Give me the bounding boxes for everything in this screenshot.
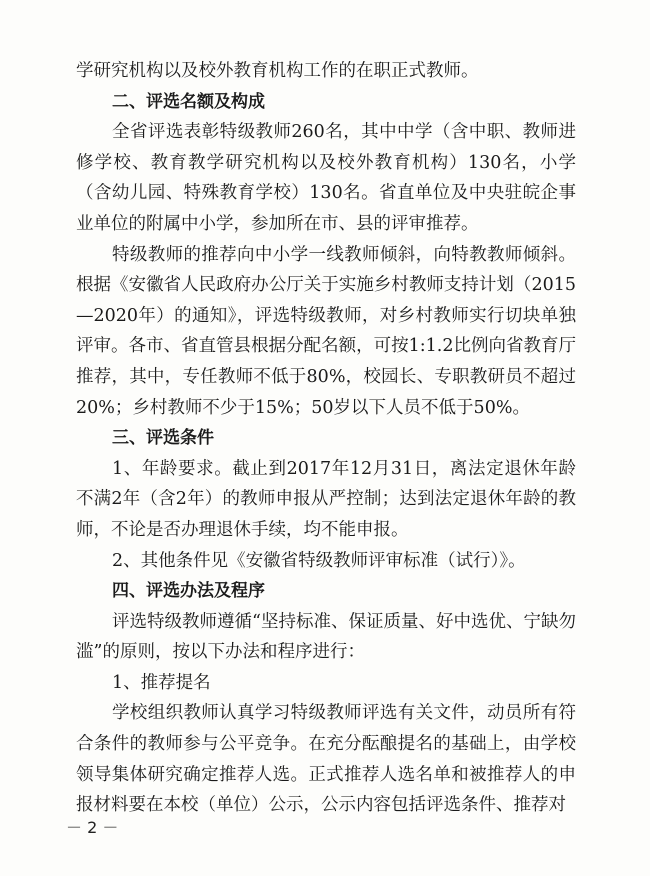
para-recommend: 学校组织教师认真学习特级教师评选有关文件，动员所有符合条件的教师参与公平竞争。在充分酝酿提名的基础上，由学校领导集体研究确定推荐人选。正式推荐人选名单和被推荐人的申报材料要在本校（单位）公示，公示内容包括评选条件、推荐对: [76, 703, 576, 816]
document-body: [76, 56, 576, 821]
para-other-conditions: 2、其他条件见《安徽省特级教师评审标准（试行）》。: [112, 550, 526, 571]
para-continuation: 学研究机构以及校外教育机构工作的在职正式教师。: [76, 61, 479, 81]
heading-quota: 二、评选名额及构成: [112, 91, 265, 112]
para-principle: 评选特级教师遵循“坚持标准、保证质量、好中选优、宁缺勿滥”的原则，按以下办法和程序进行：: [76, 611, 576, 663]
page-number: － 2 －: [66, 818, 119, 837]
heading-conditions: 三、评选条件: [112, 428, 214, 449]
para-tilt: 特级教师的推荐向中小学一线教师倾斜，向特教教师倾斜。根据《安徽省人民政府办公厅关于实施乡村教师支持计划（2015—2020年）的通知》，评选特级教师，对乡村教师实行切块单独评审。各市、省直管县根据分配名额，可按1:1.2比例向省教育厅推荐，其中，专任教师不低于80%，校园长、专职教研员不超过20%；乡村教师不少于15%；50岁以下人员不低于50%。: [76, 244, 576, 418]
heading-procedure: 四、评选办法及程序: [112, 581, 265, 602]
para-recommend-title: 1、推荐提名: [112, 672, 211, 693]
para-quota: 全省评选表彰特级教师260名，其中中学（含中职、教师进修学校、教育教学研究机构以及校外教育机构）130名，小学（含幼儿园、特殊教育学校）130名。省直单位及中央驻皖企事业单位的附属中小学，参加所在市、县的评审推荐。: [76, 122, 576, 234]
para-age: 1、年龄要求。截止到2017年12月31日，离法定退休年龄不满2年（含2年）的教师申报从严控制；达到法定退休年龄的教师，不论是否办理退休手续，均不能申报。: [76, 458, 576, 540]
